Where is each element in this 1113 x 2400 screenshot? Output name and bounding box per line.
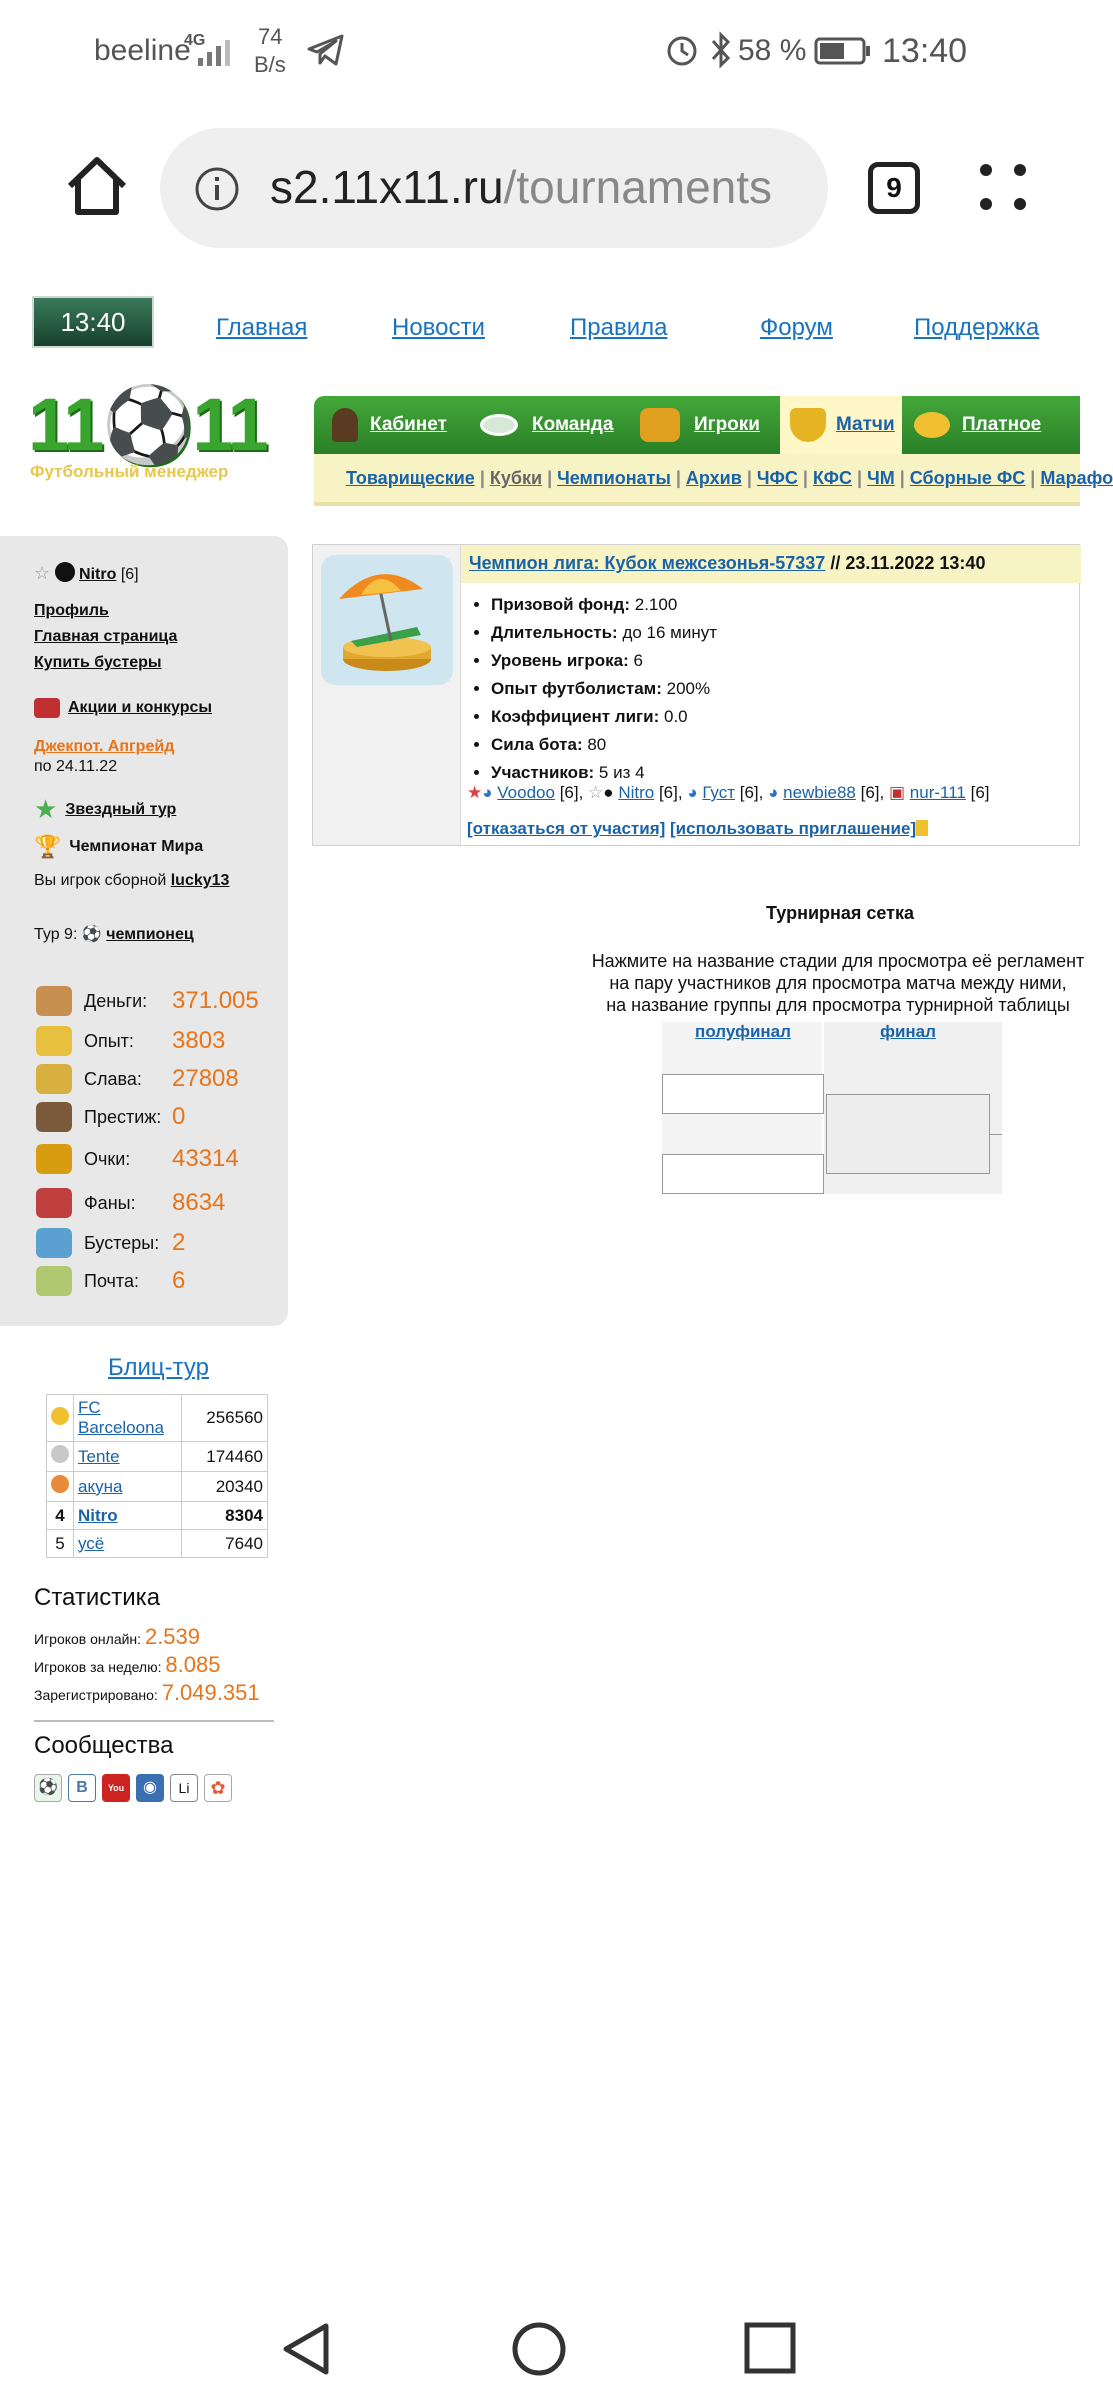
tournament-actions — [467, 819, 928, 839]
menu-dots-icon[interactable] — [976, 160, 1032, 216]
blitz-rank: 5 — [47, 1530, 74, 1558]
blitz-score: 20340 — [182, 1472, 268, 1502]
blitz-score: 174460 — [182, 1442, 268, 1472]
gold-medal-icon — [47, 1395, 74, 1442]
youtube-icon[interactable]: You — [102, 1774, 130, 1802]
stat-label: Фаны: — [84, 1192, 136, 1213]
team-line — [34, 872, 229, 890]
coins-icon — [914, 412, 950, 438]
blitz-table — [46, 1394, 268, 1558]
tournament-datetime: // 23.11.2022 13:40 — [830, 553, 986, 573]
star-tour-link[interactable]: Звездный тур — [65, 800, 177, 818]
signal-icon — [196, 36, 238, 68]
tour-text: Тур 9: — [34, 926, 78, 943]
stat-row — [36, 1024, 225, 1058]
club-logo-icon — [55, 562, 75, 582]
site-logo[interactable] — [28, 383, 268, 488]
battery-icon — [814, 36, 872, 66]
back-icon[interactable] — [278, 2320, 334, 2378]
stat-value: 371.005 — [172, 987, 259, 1014]
stat-label: Очки: — [84, 1148, 131, 1169]
team-text: Вы игрок сборной — [34, 872, 167, 889]
stat-value: 3803 — [172, 1027, 226, 1054]
bracket-title: Турнирная сетка — [766, 903, 915, 923]
reg-line — [34, 1680, 260, 1706]
main-tabs — [314, 396, 1080, 454]
world-cup-row[interactable] — [34, 834, 203, 860]
stat-row — [36, 984, 259, 1018]
home-icon[interactable] — [62, 152, 132, 218]
communities-icons — [34, 1774, 232, 1802]
home-nav-icon[interactable] — [510, 2320, 568, 2378]
blitz-score: 7640 — [182, 1530, 268, 1558]
final-header[interactable]: финал — [880, 1022, 936, 1041]
subtab-chm[interactable]: ЧМ — [867, 468, 895, 488]
trophy-small-icon: 🏆 — [34, 834, 62, 859]
tab-paid-label: Платное — [962, 414, 1042, 435]
stat-label: Деньги: — [84, 990, 148, 1011]
stat-value: 27808 — [172, 1065, 239, 1092]
star-tour-row[interactable] — [34, 794, 176, 825]
red-star-icon: ★ — [467, 783, 483, 802]
gift-icon — [36, 1228, 72, 1258]
blitz-name[interactable]: Tente — [74, 1442, 182, 1472]
promo-link[interactable]: Акции и конкурсы — [68, 699, 213, 716]
tournament-image-cell — [313, 545, 461, 845]
subtab-chfs[interactable]: ЧФС — [756, 468, 798, 488]
stat-value: 2 — [172, 1229, 186, 1256]
tab-paid[interactable] — [914, 396, 1054, 454]
flower-community-icon[interactable]: ✿ — [204, 1774, 232, 1802]
tournament-bracket — [662, 1022, 1002, 1194]
megaphone-icon — [34, 698, 60, 718]
football-community-icon[interactable]: ⚽ — [34, 1774, 62, 1802]
week-line — [34, 1652, 220, 1678]
tour-line — [34, 924, 194, 944]
list-item: • Участников: 5 из 4 — [491, 759, 717, 787]
stat-row — [36, 1100, 185, 1134]
main-page-link[interactable]: Главная страница — [34, 628, 178, 645]
status-bar — [0, 0, 1080, 100]
nav-support[interactable]: Поддержка — [914, 314, 1040, 341]
vk-icon[interactable]: В — [68, 1774, 96, 1802]
tab-players-label: Игроки — [694, 414, 760, 435]
stat-row — [36, 1264, 185, 1298]
stat-label: Опыт: — [84, 1030, 134, 1051]
bluetooth-icon — [708, 30, 734, 70]
reg-label: Зарегистрировано: — [34, 1687, 158, 1703]
list-item: • Призовой фонд: 2.100 — [491, 591, 717, 619]
odnoklassniki-icon[interactable]: ◉ — [136, 1774, 164, 1802]
world-cup-link[interactable]: Чемпионат Мира — [69, 838, 204, 855]
podium-icon — [36, 1064, 72, 1094]
user-line — [34, 562, 139, 584]
online-count: 2.539 — [144, 1624, 201, 1649]
bracket-note-line: на пару участников для просмотра матча между ними, — [609, 973, 1067, 993]
tab-switcher-button[interactable]: 9 — [868, 162, 920, 214]
stat-label: Престиж: — [84, 1106, 162, 1127]
ball-icon: ⚽ — [81, 926, 102, 943]
battery-percent: 58 % — [738, 34, 807, 67]
stadium-icon — [480, 414, 518, 436]
profile-link[interactable]: Профиль — [34, 602, 109, 619]
tab-cabinet-label: Кабинет — [370, 414, 447, 435]
jackpot-date: по 24.11.22 — [34, 758, 118, 775]
tab-matches-label: Матчи — [836, 414, 895, 435]
nav-rules[interactable]: Правила — [570, 314, 668, 341]
list-item: • Сила бота: 80 — [491, 731, 717, 759]
stat-row — [36, 1186, 225, 1220]
site-clock: 13:40 — [32, 296, 154, 348]
sub-tabs: Товарищеские | Кубки | Чемпионаты | Архив | ЧФС | КФС | ЧМ | Сборные ФС | Марафо — [314, 454, 1080, 506]
info-icon[interactable] — [194, 166, 240, 212]
logo-text: 11⚽11 — [28, 383, 267, 466]
alarm-icon — [664, 32, 700, 68]
stat-row — [36, 1142, 239, 1176]
bracket-note-line: на название группы для просмотра турнирной таблицы — [606, 995, 1070, 1015]
participants-line: ★◕ Voodoo [6], ☆● Nitro [6], ◕ Густ [6], ◕ newbie88 [6], ▣ nur-111 [6] — [467, 783, 990, 802]
subtab-championships[interactable]: Чемпионаты — [557, 468, 671, 488]
participant-link[interactable]: Nitro — [618, 783, 655, 802]
status-time: 13:40 — [882, 32, 968, 70]
table-row — [47, 1502, 268, 1530]
stat-label: Почта: — [84, 1270, 139, 1291]
user-level: [6] — [120, 566, 139, 583]
list-item: • Длительность: до 16 минут — [491, 619, 717, 647]
tour-name-link[interactable]: чемпионец — [106, 926, 194, 943]
speed-unit: B/s — [254, 52, 286, 77]
connector-line — [990, 1134, 1002, 1135]
list-item: • Коэффициент лиги: 0.0 — [491, 703, 717, 731]
use-invite-link[interactable]: [использовать приглашение] — [670, 819, 917, 838]
tab-team[interactable] — [480, 396, 630, 454]
blitz-name[interactable]: Nitro — [74, 1502, 182, 1530]
tab-players[interactable] — [640, 396, 770, 454]
cup-icon — [790, 408, 826, 442]
promo-row[interactable] — [34, 698, 212, 718]
blitz-name[interactable]: усё — [74, 1530, 182, 1558]
semifinal-match-1[interactable] — [662, 1074, 824, 1114]
club-icon: ◕ — [768, 783, 779, 802]
week-label: Игроков за неделю: — [34, 1659, 162, 1675]
subtab-national[interactable]: Сборные ФС — [909, 468, 1026, 488]
players-icon — [640, 408, 680, 442]
nav-main[interactable]: Главная — [216, 314, 308, 341]
android-nav-bar — [0, 2290, 1080, 2400]
cabinet-icon — [332, 408, 358, 442]
communities-title: Сообщества — [34, 1732, 174, 1759]
stat-value: 6 — [172, 1267, 186, 1294]
subtab-cups[interactable]: Кубки — [489, 468, 543, 488]
blitz-score: 8304 — [182, 1502, 268, 1530]
club-icon: ● — [603, 783, 614, 802]
network-type: 4G — [184, 32, 206, 49]
recents-icon[interactable] — [742, 2320, 798, 2376]
club-icon: ◕ — [482, 783, 493, 802]
tournament-title-link[interactable]: Чемпион лига: Кубок межсезонья-57337 — [469, 553, 826, 573]
nav-forum[interactable]: Форум — [760, 314, 833, 341]
tournament-details — [491, 591, 717, 787]
final-match[interactable] — [826, 1094, 990, 1174]
stat-value: 0 — [172, 1103, 186, 1130]
participant-link[interactable]: nur-111 — [909, 783, 966, 802]
blitz-name[interactable]: FC Barceloona — [74, 1395, 182, 1442]
buy-boosters-link[interactable]: Купить бустеры — [34, 654, 162, 671]
bracket-note — [578, 950, 1098, 1016]
tournament-card — [312, 544, 1080, 846]
nav-news[interactable]: Новости — [392, 314, 485, 341]
money-bag-icon — [36, 986, 72, 1016]
speed-value: 74 — [258, 24, 283, 49]
online-line — [34, 1624, 200, 1650]
subtab-archive[interactable]: Архив — [685, 468, 742, 488]
stat-value: 8634 — [172, 1189, 226, 1216]
experience-icon — [36, 1026, 72, 1056]
url-bar[interactable] — [160, 128, 828, 248]
carrier-label: beeline — [94, 34, 191, 67]
bronze-medal-icon — [47, 1472, 74, 1502]
stat-row — [36, 1226, 185, 1260]
semifinal-match-2[interactable] — [662, 1154, 824, 1194]
tab-matches[interactable] — [780, 396, 902, 454]
decline-participation-link[interactable]: [отказаться от участия] — [467, 819, 666, 838]
tab-team-label: Команда — [532, 414, 614, 435]
tournament-header — [461, 545, 1081, 583]
club-icon: ◕ — [687, 783, 698, 802]
star-icon: ☆ — [34, 563, 51, 583]
stat-row — [36, 1062, 239, 1096]
logo-subtitle: Футбольный менеджер — [30, 462, 229, 481]
subtab-kfs[interactable]: КФС — [812, 468, 853, 488]
blitz-rank: 4 — [47, 1502, 74, 1530]
jackpot-link[interactable]: Джекпот. Апгрейд — [34, 738, 175, 755]
divider — [34, 1720, 274, 1722]
subtab-friendly[interactable]: Товарищеские — [346, 468, 475, 488]
table-row — [47, 1442, 268, 1472]
semifinal-header[interactable]: полуфинал — [695, 1022, 791, 1041]
silver-medal-icon — [47, 1442, 74, 1472]
statistics-title: Статистика — [34, 1584, 161, 1611]
trophy-icon — [36, 1144, 72, 1174]
club-icon: ▣ — [888, 783, 906, 802]
person-icon — [36, 1102, 72, 1132]
blitz-title[interactable]: Блиц-тур — [108, 1354, 209, 1381]
liveinternet-icon[interactable]: Li — [170, 1774, 198, 1802]
week-count: 8.085 — [165, 1652, 221, 1677]
online-label: Игроков онлайн: — [34, 1631, 142, 1647]
participant-link[interactable]: Густ — [702, 783, 735, 802]
participant-link[interactable]: Voodoo — [497, 783, 555, 802]
list-item: • Уровень игрока: 6 — [491, 647, 717, 675]
participant-link[interactable]: newbie88 — [783, 783, 856, 802]
mail-icon — [36, 1266, 72, 1296]
url-path: /tournaments — [503, 161, 773, 213]
list-item: • Опыт футболистам: 200% — [491, 675, 717, 703]
stat-label: Бустеры: — [84, 1232, 160, 1253]
table-row — [47, 1530, 268, 1558]
blitz-score: 256560 — [182, 1395, 268, 1442]
url-domain: s2.11x11.ru — [270, 161, 504, 213]
blitz-name[interactable]: акуна — [74, 1472, 182, 1502]
team-name-link[interactable]: lucky13 — [170, 872, 230, 889]
tab-cabinet[interactable] — [332, 396, 466, 454]
telegram-icon — [306, 32, 346, 68]
bracket-note-line: Нажмите на название стадии для просмотра её регламент — [591, 951, 1085, 971]
table-row — [47, 1472, 268, 1502]
subtab-marathon[interactable]: Марафо — [1040, 468, 1113, 488]
stat-label: Слава: — [84, 1068, 142, 1089]
fans-icon — [36, 1188, 72, 1218]
user-name[interactable]: Nitro — [79, 566, 117, 583]
stat-value: 43314 — [172, 1145, 239, 1172]
green-star-icon: ★ — [34, 794, 58, 824]
url-text[interactable] — [270, 160, 810, 216]
beach-umbrella-icon — [321, 555, 453, 685]
reg-count: 7.049.351 — [161, 1680, 260, 1705]
table-row — [47, 1395, 268, 1442]
ticket-icon — [916, 820, 928, 836]
star-icon: ☆ — [588, 783, 604, 802]
